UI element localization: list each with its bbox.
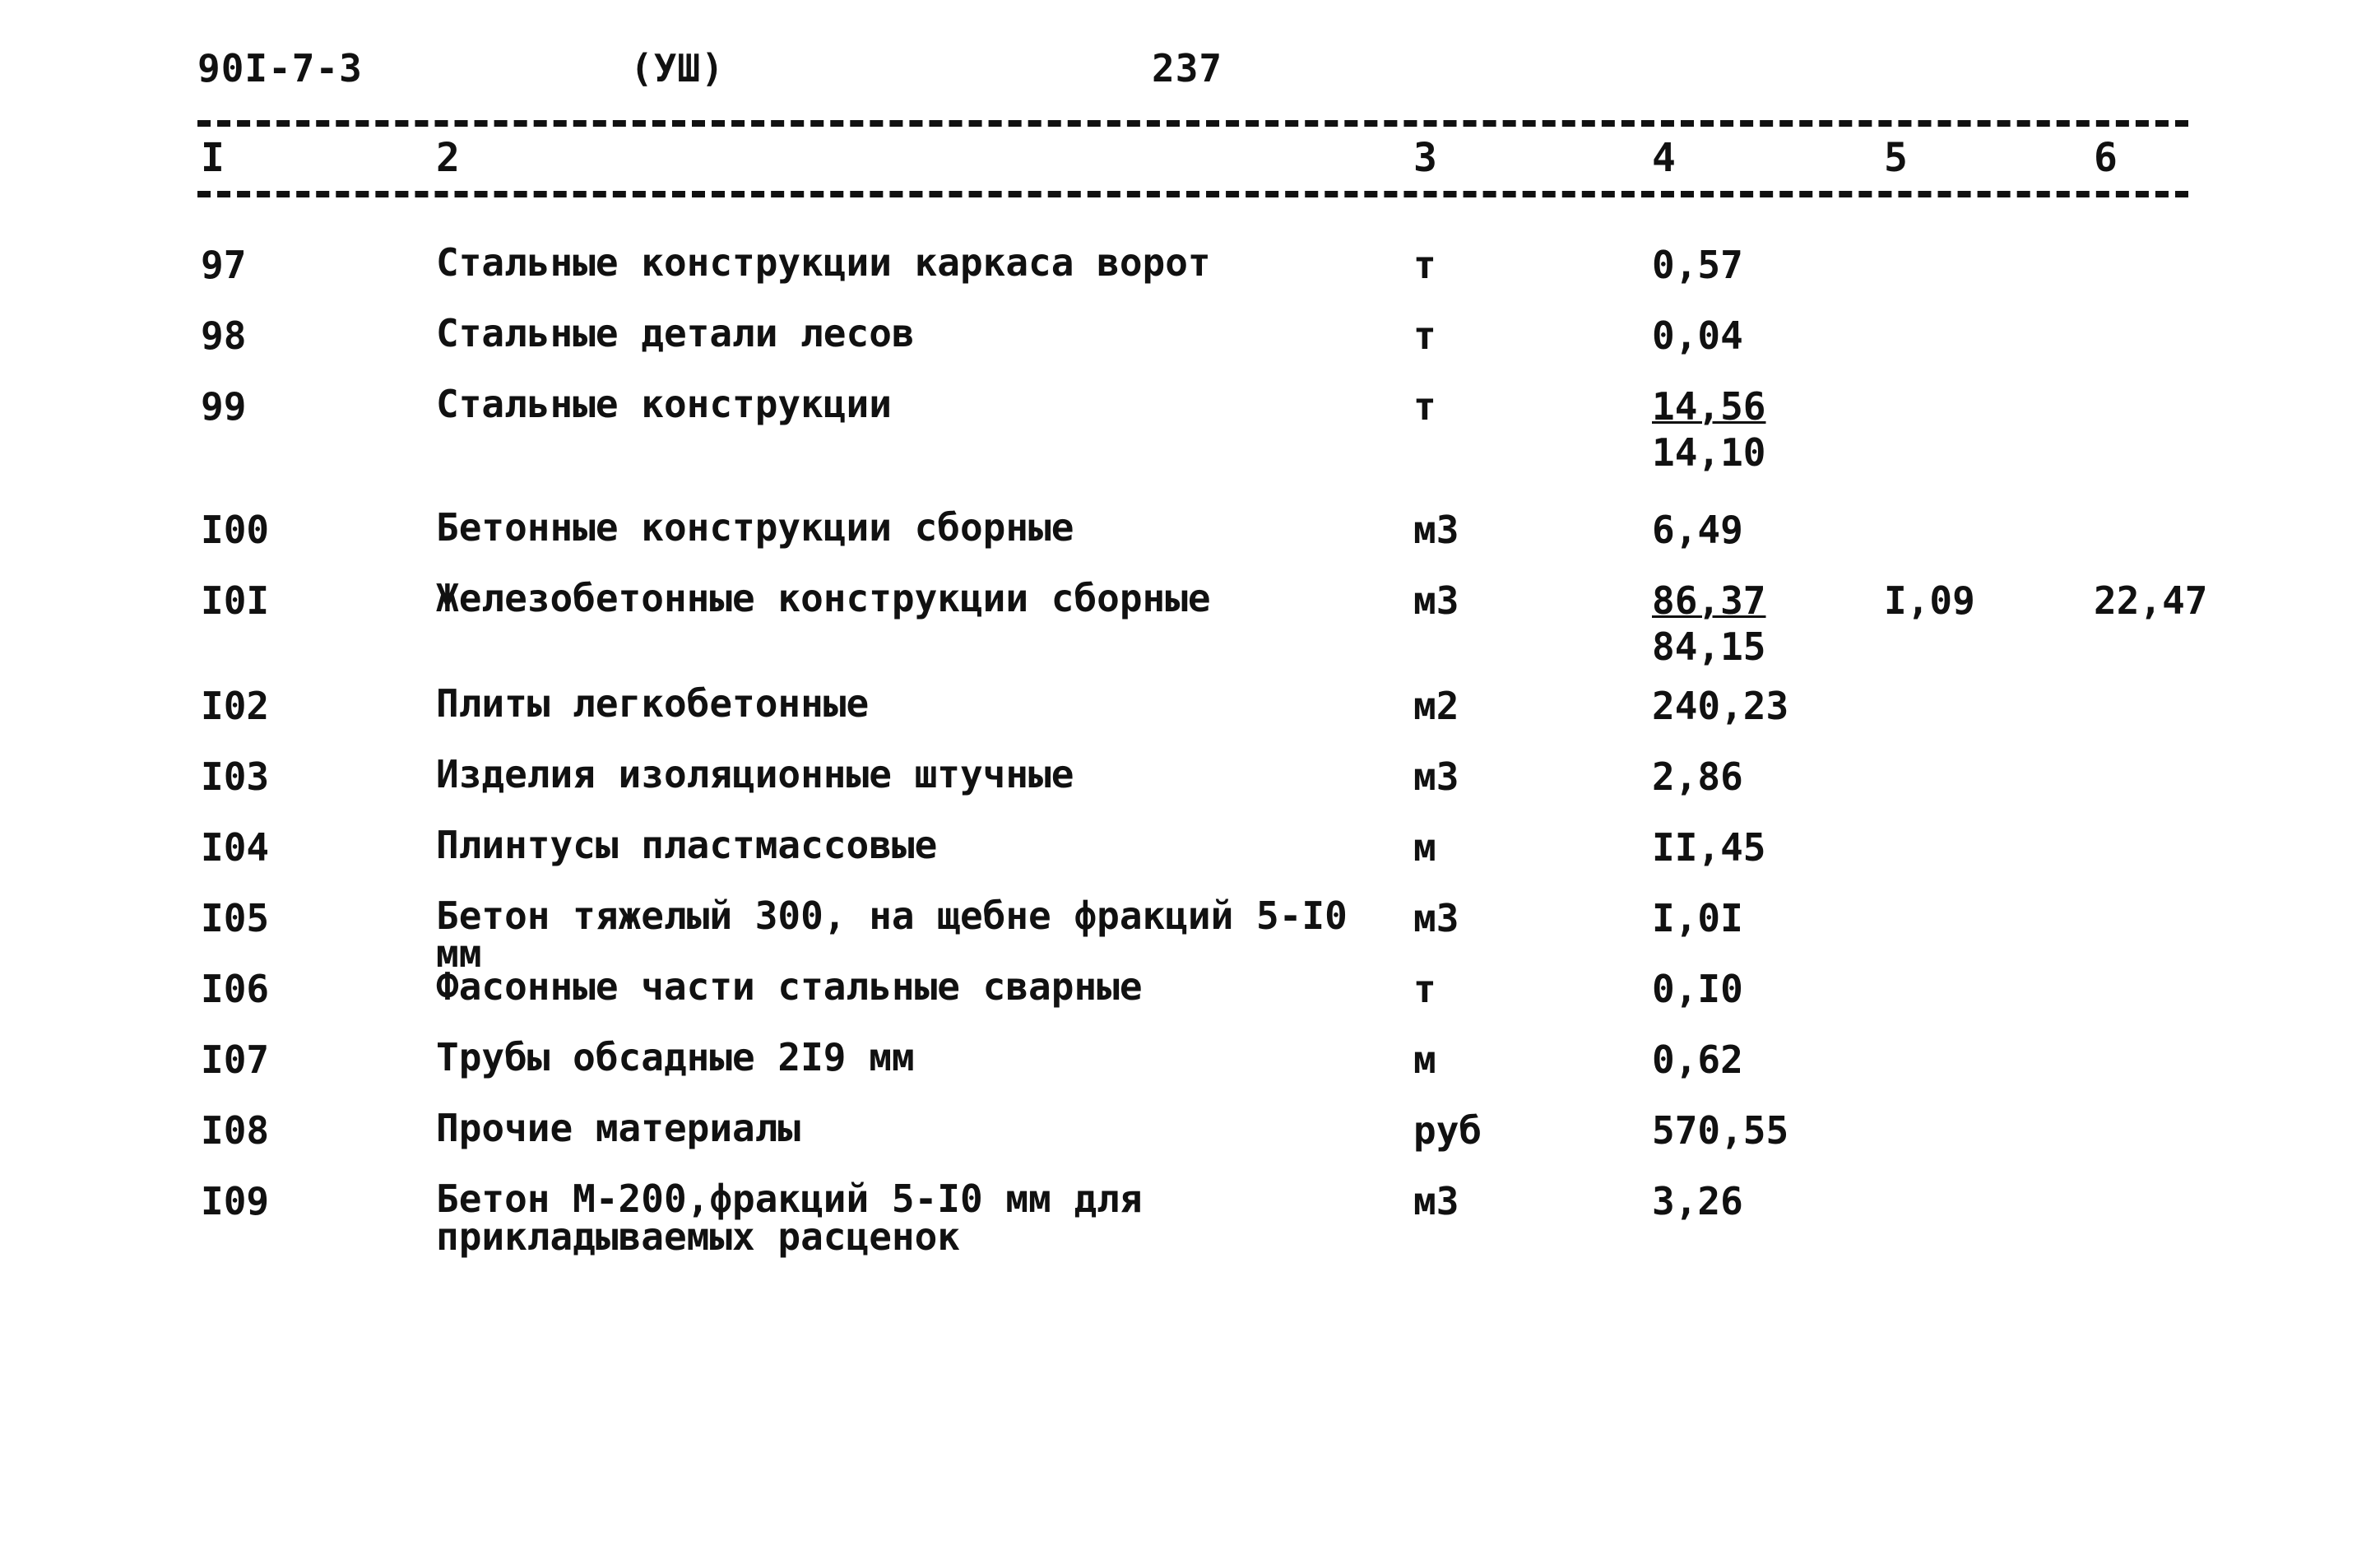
material-name: Стальные конструкции каркаса ворот bbox=[436, 240, 1211, 285]
page-number: 237 bbox=[1152, 46, 1223, 91]
unit: м3 bbox=[1413, 754, 1459, 799]
column-5-value: I,09 bbox=[1884, 578, 1975, 623]
unit: т bbox=[1413, 384, 1436, 429]
row-number: I07 bbox=[201, 1037, 270, 1082]
unit: м3 bbox=[1413, 1179, 1459, 1223]
material-name: Фасонные части стальные сварные bbox=[436, 964, 1143, 1009]
material-name: Бетонные конструкции сборные bbox=[436, 505, 1074, 550]
row-number: I06 bbox=[201, 967, 270, 1011]
material-name: Трубы обсадные 2I9 мм bbox=[436, 1035, 915, 1079]
row-number: I03 bbox=[201, 754, 270, 799]
row-number: I0I bbox=[201, 578, 270, 623]
row-number: I09 bbox=[201, 1179, 270, 1223]
quantity: 6,49 bbox=[1652, 508, 1743, 552]
material-name: Бетон тяжелый 300, на щебне фракций 5-I0 мм bbox=[436, 894, 1348, 976]
quantity: 3,26 bbox=[1652, 1179, 1743, 1223]
column-header-4: 4 bbox=[1652, 135, 1676, 181]
document-code: 90I-7-3 bbox=[197, 46, 363, 91]
material-name: Стальные конструкции bbox=[436, 382, 892, 426]
quantity: 14,56 bbox=[1652, 384, 1766, 429]
unit: м2 bbox=[1413, 684, 1459, 728]
row-number: I02 bbox=[201, 684, 270, 728]
quantity: 0,04 bbox=[1652, 313, 1743, 358]
header-bottom-divider bbox=[197, 191, 2188, 197]
quantity-corrected: 14,10 bbox=[1652, 430, 1766, 475]
quantity-corrected: 84,15 bbox=[1652, 624, 1766, 669]
unit: м bbox=[1413, 1037, 1436, 1082]
material-name: Стальные детали лесов bbox=[436, 311, 915, 355]
quantity-cell bbox=[1652, 579, 1765, 668]
quantity: 240,23 bbox=[1652, 684, 1789, 728]
unit: м3 bbox=[1413, 508, 1459, 552]
unit: т bbox=[1413, 243, 1436, 287]
quantity: 570,55 bbox=[1652, 1108, 1789, 1153]
row-number: I08 bbox=[201, 1108, 270, 1153]
quantity: II,45 bbox=[1652, 825, 1766, 870]
unit: м3 bbox=[1413, 896, 1459, 940]
material-name: Железобетонные конструкции сборные bbox=[436, 576, 1211, 620]
column-header-1: I bbox=[201, 135, 225, 181]
quantity: I,0I bbox=[1652, 896, 1743, 940]
row-number: I00 bbox=[201, 508, 270, 552]
column-header-3: 3 bbox=[1413, 135, 1437, 181]
row-number: I04 bbox=[201, 825, 270, 870]
quantity: 2,86 bbox=[1652, 754, 1743, 799]
unit: руб bbox=[1413, 1108, 1482, 1153]
header-top-divider bbox=[197, 120, 2188, 127]
column-header-5: 5 bbox=[1884, 135, 1908, 181]
row-number: 99 bbox=[201, 384, 247, 429]
quantity: 0,57 bbox=[1652, 243, 1743, 287]
column-6-value: 22,47 bbox=[2094, 578, 2208, 623]
quantity: 86,37 bbox=[1652, 578, 1766, 623]
unit: т bbox=[1413, 313, 1436, 358]
unit: м3 bbox=[1413, 578, 1459, 623]
quantity: 0,I0 bbox=[1652, 967, 1743, 1011]
unit: т bbox=[1413, 967, 1436, 1011]
material-name: Плинтусы пластмассовые bbox=[436, 823, 938, 867]
section-label: (УШ) bbox=[630, 46, 725, 91]
material-name: Изделия изоляционные штучные bbox=[436, 752, 1074, 796]
row-number: 97 bbox=[201, 243, 247, 287]
unit: м bbox=[1413, 825, 1436, 870]
column-header-6: 6 bbox=[2094, 135, 2118, 181]
material-name: Бетон М-200,фракций 5-I0 мм для прикладываемых расценок bbox=[436, 1177, 1143, 1259]
column-header-2: 2 bbox=[436, 135, 460, 181]
quantity: 0,62 bbox=[1652, 1037, 1743, 1082]
quantity-cell bbox=[1652, 385, 1765, 474]
row-number: I05 bbox=[201, 896, 270, 940]
row-number: 98 bbox=[201, 313, 247, 358]
material-name: Плиты легкобетонные bbox=[436, 681, 870, 726]
material-name: Прочие материалы bbox=[436, 1106, 801, 1150]
